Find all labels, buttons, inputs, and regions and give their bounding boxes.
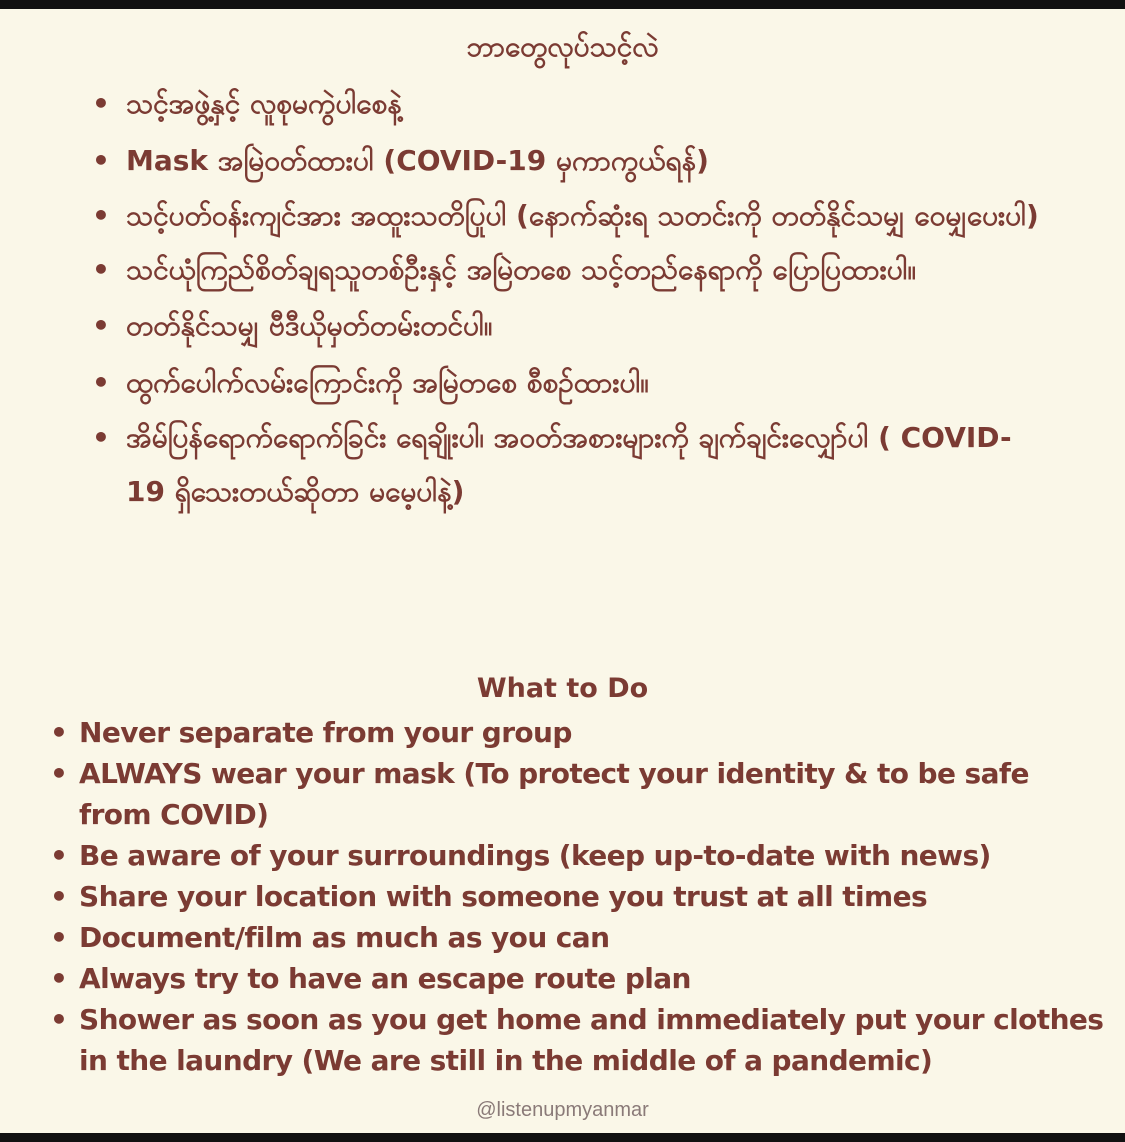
bullet-icon: • bbox=[50, 716, 68, 749]
english-list-item bbox=[44, 999, 1104, 1081]
myanmar-item-text: အိမ်ပြန်ရောက်ရောက်ခြင်း ရေချိုးပါ၊ အဝတ်အစားများကို ချက်ချင်းလျှော်ပါ ( COVID-19 ရှိသေးတယ်ဆိုတာ မမေ့ပါနဲ့) bbox=[126, 421, 1012, 508]
myanmar-item-text: တတ်နိုင်သမျှ ဗီဒီယိုမှတ်တမ်းတင်ပါ။ bbox=[126, 309, 493, 342]
myanmar-item-text: Mask အမြဲဝတ်ထားပါ (COVID-19 မှကာကွယ်ရန်) bbox=[126, 144, 709, 177]
english-item-text: Document/film as much as you can bbox=[79, 921, 610, 954]
english-item-text: Always try to have an escape route plan bbox=[79, 962, 691, 995]
bullet-icon: • bbox=[50, 839, 68, 872]
english-list-item bbox=[44, 753, 1104, 835]
bullet-icon: • bbox=[92, 421, 110, 454]
bullet-icon: • bbox=[50, 962, 68, 995]
myanmar-list-item bbox=[90, 189, 1050, 243]
english-list-item bbox=[44, 835, 1104, 876]
english-list bbox=[44, 712, 1104, 1081]
myanmar-list-item bbox=[90, 75, 1050, 132]
english-item-text: ALWAYS wear your mask (To protect your identity & to be safe from COVID) bbox=[79, 757, 1029, 831]
english-title: What to Do bbox=[476, 673, 649, 704]
bullet-icon: • bbox=[92, 199, 110, 232]
bullet-icon: • bbox=[50, 880, 68, 913]
bullet-icon: • bbox=[92, 87, 110, 120]
myanmar-title: ဘာတွေလုပ်သင့်လဲ bbox=[466, 30, 659, 63]
english-list-item bbox=[44, 876, 1104, 917]
myanmar-list-item bbox=[90, 411, 1050, 519]
social-handle: @listenupmyanmar bbox=[476, 1099, 649, 1121]
bullet-icon: • bbox=[50, 921, 68, 954]
english-list-item bbox=[44, 917, 1104, 958]
english-item-text: Shower as soon as you get home and immediately put your clothes in the laundry (We are still in the middle of a pandemic) bbox=[79, 1003, 1104, 1077]
myanmar-list-item bbox=[90, 297, 1050, 354]
english-list-item bbox=[44, 958, 1104, 999]
myanmar-item-text: သင့်ပတ်ဝန်းကျင်အား အထူးသတိပြုပါ (နောက်ဆုံးရ သတင်းကို တတ်နိုင်သမျှ ဝေမျှပေးပါ) bbox=[126, 199, 1039, 232]
english-list-item bbox=[44, 712, 1104, 753]
poster bbox=[0, 9, 1125, 1133]
bullet-icon: • bbox=[50, 1003, 68, 1036]
english-item-text: Never separate from your group bbox=[79, 716, 572, 749]
myanmar-item-text: သင်ယုံကြည်စိတ်ချရသူတစ်ဦးနှင့် အမြဲတစေ သင့်တည်နေရာကို ပြောပြထားပါ။ bbox=[126, 253, 917, 286]
myanmar-item-text: ထွက်ပေါက်လမ်းကြောင်းကို အမြဲတစေ စီစဉ်ထားပါ။ bbox=[126, 366, 649, 399]
bullet-icon: • bbox=[50, 757, 68, 790]
myanmar-list-item bbox=[90, 243, 1050, 297]
bullet-icon: • bbox=[92, 366, 110, 399]
bullet-icon: • bbox=[92, 309, 110, 342]
myanmar-list-item bbox=[90, 132, 1050, 189]
myanmar-list bbox=[90, 75, 1050, 519]
bullet-icon: • bbox=[92, 144, 110, 177]
myanmar-list-item bbox=[90, 354, 1050, 411]
poster-content bbox=[0, 9, 1125, 1133]
myanmar-item-text: သင့်အဖွဲ့နှင့် လူစုမကွဲပါစေနဲ့ bbox=[126, 87, 402, 120]
english-item-text: Share your location with someone you trust at all times bbox=[79, 880, 928, 913]
bullet-icon: • bbox=[92, 253, 110, 286]
english-item-text: Be aware of your surroundings (keep up-to-date with news) bbox=[79, 839, 991, 872]
